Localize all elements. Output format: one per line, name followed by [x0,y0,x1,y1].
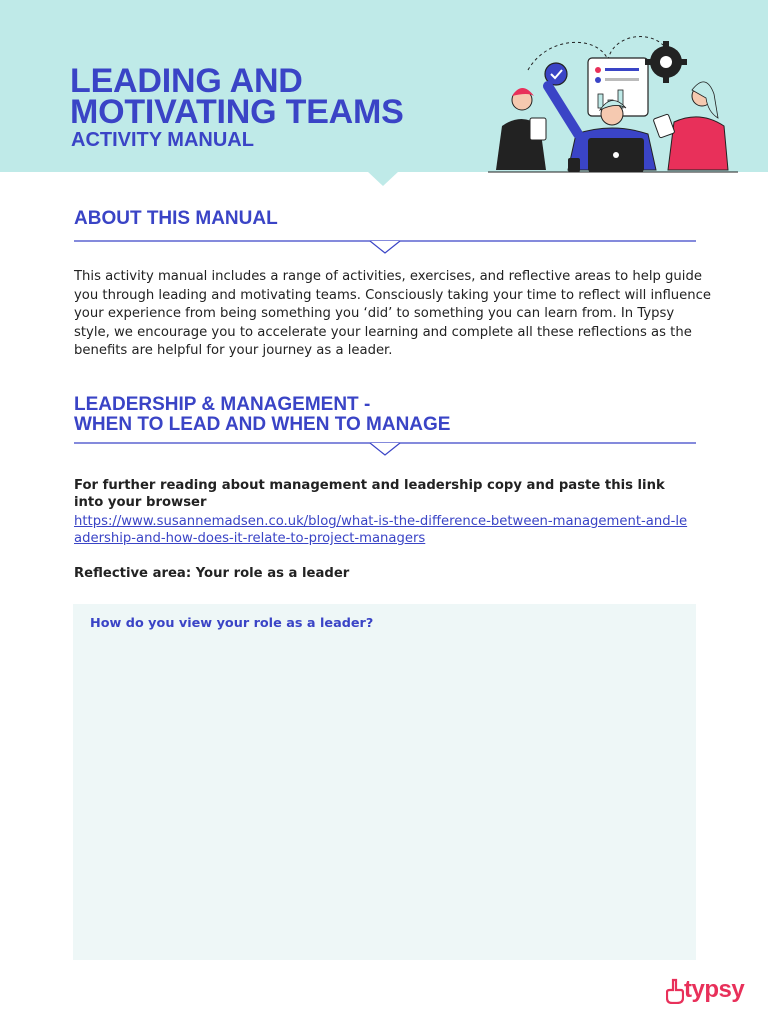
section-heading-about: ABOUT THIS MANUAL [74,208,278,229]
further-reading-link[interactable]: https://www.susannemadsen.co.uk/blog/what-is-the-difference-between-management-and-leadership-and-how-does-it-relate-to-project-managers [74,514,688,546]
page-subtitle: ACTIVITY MANUAL [71,129,254,151]
team-illustration [488,30,738,176]
typsy-logo [666,978,746,1006]
gear-icon [645,41,687,83]
section-heading-leadership-line-2: WHEN TO LEAD AND WHEN TO MANAGE [74,414,451,435]
reflection-answer-area[interactable] [73,604,696,960]
section-heading-leadership-line-1: LEADERSHIP & MANAGEMENT - [74,394,371,415]
reflective-area-label: Reflective area: Your role as a leader [74,566,350,581]
section-divider [74,442,696,458]
section-divider [74,240,696,256]
further-reading-text: For further reading about management and leadership copy and paste this link into your browser [74,478,665,510]
page-title-line-2: MOTIVATING TEAMS [70,93,404,131]
about-body-text: This activity manual includes a range of activities, exercises, and reflective areas to help guide you through leading and motivating teams. Consciously taking your time to reflect will influence your experience from being something you ‘did’ to something you can learn from. In Typsy style, we encourage you to accelerate your learning and complete all these reflections as the benefits are helpful for your journey as a leader. [74,269,711,358]
page-title-line-1: LEADING AND [70,62,303,100]
header-notch [367,171,399,186]
typsy-wordmark: typsy [684,976,745,1003]
reflection-question: How do you view your role as a leader? [90,616,374,631]
typsy-hand-icon [666,978,684,1004]
